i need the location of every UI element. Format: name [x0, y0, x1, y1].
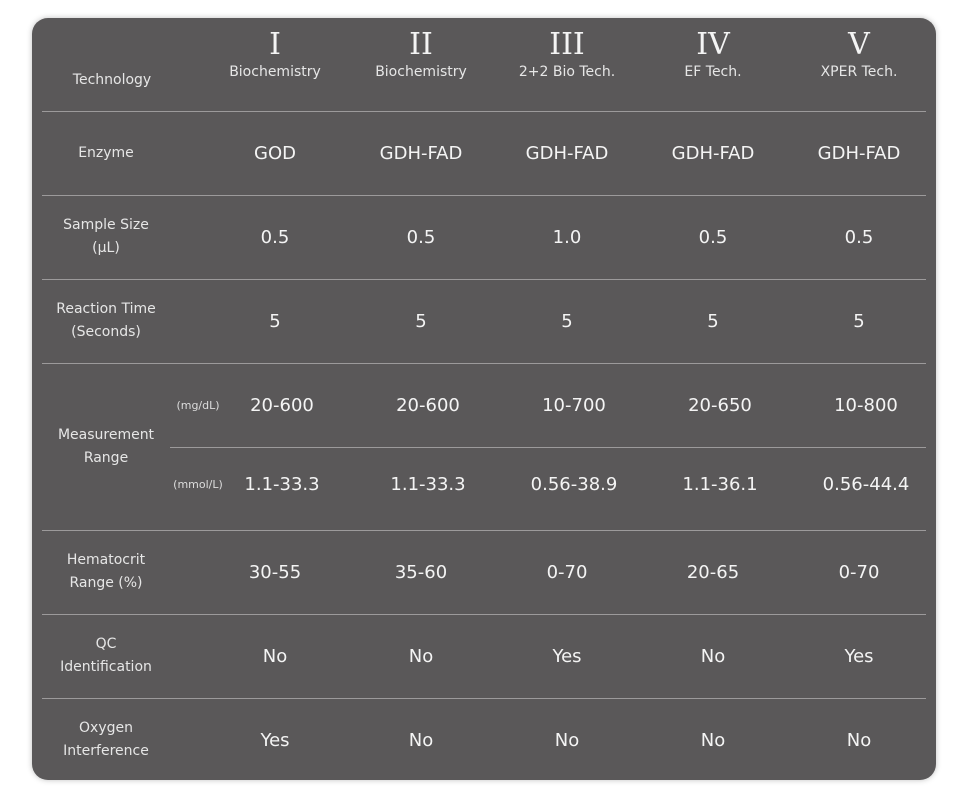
value-cell — [640, 111, 786, 195]
value-cell — [640, 614, 786, 698]
cell-value: 1.0 — [552, 226, 582, 248]
cell-value: 1.1-33.3 — [244, 473, 320, 495]
row-label — [42, 195, 170, 279]
cell-value: 0.5 — [260, 226, 290, 248]
cell-value: No — [700, 729, 726, 751]
cell-value: 5 — [707, 310, 719, 332]
row-label — [42, 530, 170, 614]
column-numeral: IV — [696, 27, 730, 62]
column-numeral: V — [848, 27, 870, 62]
column-header — [202, 28, 348, 98]
value-cell — [202, 698, 348, 782]
cell-value: 20-600 — [250, 394, 314, 416]
cell-value: 20-65 — [686, 561, 740, 583]
column-technology: Biochemistry — [229, 64, 321, 80]
value-cell — [348, 698, 494, 782]
row-label-text: Range — [83, 449, 129, 466]
value-cell — [348, 279, 494, 363]
header-label — [42, 58, 182, 102]
value-cell — [640, 195, 786, 279]
cell-value: No — [846, 729, 872, 751]
cell-value: 30-55 — [248, 561, 302, 583]
cell-value: No — [262, 645, 288, 667]
cell-value: 0.5 — [698, 226, 728, 248]
column-technology: Biochemistry — [375, 64, 467, 80]
cell-value: Yes — [844, 645, 874, 667]
cell-value: 1.1-36.1 — [682, 473, 758, 495]
value-cell — [640, 279, 786, 363]
value-cell — [494, 530, 640, 614]
row-label-text: Hematocrit — [66, 552, 146, 568]
row-label — [42, 279, 170, 363]
cell-value: GOD — [254, 142, 296, 164]
cell-value: No — [700, 645, 726, 667]
value-cell — [348, 614, 494, 698]
value-cell — [652, 447, 788, 521]
column-numeral: I — [269, 27, 281, 62]
value-cell — [202, 279, 348, 363]
cell-value: 0.5 — [406, 226, 436, 248]
column-header — [494, 28, 640, 98]
cell-value: GDH-FAD — [671, 142, 755, 164]
cell-value: 35-60 — [394, 561, 448, 583]
cell-value: No — [408, 729, 434, 751]
value-cell — [494, 698, 640, 782]
value-cell — [506, 447, 642, 521]
row-label-text: Oxygen — [79, 720, 133, 736]
cell-value: GDH-FAD — [817, 142, 901, 164]
cell-value: Yes — [260, 729, 290, 751]
cell-value: GDH-FAD — [525, 142, 609, 164]
value-cell — [494, 111, 640, 195]
value-cell — [798, 363, 934, 447]
value-cell — [202, 111, 348, 195]
cell-value: 5 — [561, 310, 573, 332]
row-label-text: Interference — [63, 743, 149, 759]
unit-text: (mmol/L) — [173, 477, 223, 491]
cell-value: 1.1-33.3 — [390, 473, 466, 495]
value-cell — [202, 614, 348, 698]
column-numeral: II — [409, 27, 433, 62]
column-technology: EF Tech. — [684, 64, 742, 80]
value-cell — [214, 363, 350, 447]
value-cell — [202, 195, 348, 279]
value-cell — [494, 195, 640, 279]
cell-value: GDH-FAD — [379, 142, 463, 164]
row-label — [42, 363, 170, 530]
value-cell — [786, 698, 932, 782]
value-cell — [348, 195, 494, 279]
row-label — [42, 698, 170, 782]
cell-value: 0.56-44.4 — [822, 473, 910, 495]
cell-value: No — [554, 729, 580, 751]
cell-value: 0.5 — [844, 226, 874, 248]
value-cell — [494, 279, 640, 363]
cell-value: 0.56-38.9 — [530, 473, 618, 495]
value-cell — [360, 447, 496, 521]
cell-value: 0-70 — [546, 561, 588, 583]
row-label-text: Measurement — [57, 426, 155, 443]
value-cell — [786, 530, 932, 614]
column-header — [640, 28, 786, 98]
row-label — [42, 614, 170, 698]
row-label-text: Reaction Time — [56, 301, 156, 317]
cell-value: 5 — [415, 310, 427, 332]
value-cell — [640, 530, 786, 614]
value-cell — [786, 279, 932, 363]
value-cell — [640, 698, 786, 782]
value-cell — [348, 530, 494, 614]
row-label-text: Identification — [60, 659, 152, 675]
value-cell — [786, 111, 932, 195]
cell-value: 0-70 — [838, 561, 880, 583]
cell-value: 20-600 — [396, 394, 460, 416]
column-technology: XPER Tech. — [820, 64, 898, 80]
row-label-text: Enzyme — [78, 144, 134, 161]
cell-value: 10-800 — [834, 394, 898, 416]
row-label-text: QC — [95, 636, 117, 652]
technology-label: Technology — [72, 71, 152, 88]
value-cell — [202, 530, 348, 614]
row-divider — [170, 447, 926, 448]
value-cell — [348, 111, 494, 195]
cell-value: 10-700 — [542, 394, 606, 416]
cell-value: 5 — [853, 310, 865, 332]
unit-text: (mg/dL) — [176, 398, 220, 412]
row-label-text: (Seconds) — [71, 324, 141, 340]
comparison-table — [32, 18, 936, 780]
value-cell — [214, 447, 350, 521]
cell-value: 20-650 — [688, 394, 752, 416]
column-technology: 2+2 Bio Tech. — [518, 64, 616, 80]
cell-value: 5 — [269, 310, 281, 332]
row-label-text: Range (%) — [69, 575, 143, 591]
cell-value: No — [408, 645, 434, 667]
row-label-text: Sample Size — [63, 217, 149, 233]
value-cell — [494, 614, 640, 698]
cell-value: Yes — [552, 645, 582, 667]
value-cell — [506, 363, 642, 447]
value-cell — [360, 363, 496, 447]
column-numeral: III — [549, 27, 585, 62]
value-cell — [798, 447, 934, 521]
column-header — [786, 28, 932, 98]
row-label-text: (µL) — [92, 240, 120, 256]
column-header — [348, 28, 494, 98]
value-cell — [652, 363, 788, 447]
value-cell — [786, 614, 932, 698]
value-cell — [786, 195, 932, 279]
row-label — [42, 111, 170, 195]
